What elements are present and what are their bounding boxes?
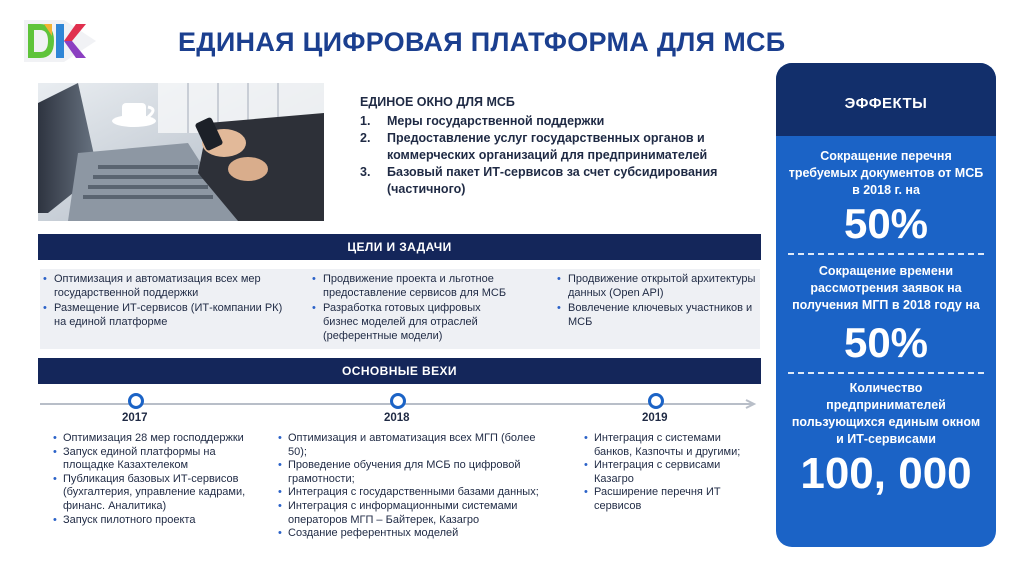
list-text: Базовый пакет ИТ-сервисов за счет субсидирования (частичного) <box>387 165 718 196</box>
goals-column-3 <box>556 272 756 330</box>
single-window-section <box>360 94 760 198</box>
page-title: ЕДИНАЯ ЦИФРОВАЯ ПЛАТФОРМА ДЛЯ МСБ <box>178 27 786 57</box>
goals-column-2 <box>311 272 517 344</box>
list-item: • Размещение ИТ-сервисов (ИТ-компании РК) на единой платформе <box>42 301 288 329</box>
list-item: • Создание референтных моделей <box>277 527 539 541</box>
list-item: • Интеграция с информационными системами операторов МГП – Байтерек, Казагро <box>277 500 539 527</box>
list-number: 2. <box>360 131 371 145</box>
list-item: • Расширение перечня ИТ сервисов <box>583 486 749 513</box>
effect-2-value: 50% <box>843 319 929 366</box>
list-item: • Продвижение проекта и льготное предоставление сервисов для МСБ <box>311 272 517 300</box>
list-item: • Интеграция с сервисами Казагро <box>583 459 749 486</box>
year-label-2018: 2018 <box>384 412 410 424</box>
year-label-2017: 2017 <box>122 412 148 424</box>
list-text: Меры государственной поддержки <box>387 114 605 128</box>
effect-2-text: Сокращение времени рассмотрения заявок на получения МГП в 2018 году на <box>792 264 980 312</box>
business-laptop-photo-icon <box>38 83 324 221</box>
milestones-header-bar: ОСНОВНЫЕ ВЕХИ <box>38 358 761 384</box>
timeline-dot-2017-icon <box>127 392 145 410</box>
list-item: • Вовлечение ключевых участников и МСБ <box>556 301 756 329</box>
list-item <box>360 164 760 198</box>
list-item: • Продвижение открытой архитектуры данных (Open API) <box>556 272 756 300</box>
single-window-list <box>360 113 760 198</box>
effect-1-text: Сокращение перечня требуемых документов от МСБ в 2018 г. на <box>788 149 984 197</box>
single-window-heading: ЕДИНОЕ ОКНО ДЛЯ МСБ <box>360 95 515 109</box>
list-item: • Проведение обучения для МСБ по цифровой грамотности; <box>277 459 539 486</box>
list-item: • Разработка готовых цифровых бизнес моделей для отраслей (референтные модели) <box>311 301 517 343</box>
effects-divider <box>788 253 984 255</box>
list-item: • Оптимизация и автоматизация всех МГП (более 50); <box>277 432 539 459</box>
list-number: 3. <box>360 165 371 179</box>
list-item <box>360 130 760 164</box>
list-item: • Оптимизация 28 мер господдержки <box>52 432 266 446</box>
goals-header-bar: ЦЕЛИ И ЗАДАЧИ <box>38 234 761 260</box>
effect-3-value: 100, 000 <box>800 449 972 498</box>
list-item: • Оптимизация и автоматизация всех мер государственной поддержки <box>42 272 288 300</box>
effects-heading: ЭФФЕКТЫ <box>776 63 996 136</box>
milestones-2018-list <box>277 432 539 541</box>
milestones-2019-list <box>583 432 749 514</box>
effects-panel <box>776 63 996 547</box>
list-item: • Интеграция с системами банков, Казпочты и другими; <box>583 432 749 459</box>
year-label-2019: 2019 <box>642 412 668 424</box>
effect-3-text: Количество предпринимателей пользующихся единым окном и ИТ-сервисами <box>791 381 981 446</box>
goals-column-1 <box>42 272 288 330</box>
effect-1-value: 50% <box>843 200 929 247</box>
list-text: Предоставление услуг государственных органов и коммерческих организаций для предпринимателей <box>387 131 708 162</box>
dk-logo-icon <box>18 14 100 68</box>
effects-divider <box>788 372 984 374</box>
timeline-dot-2019-icon <box>647 392 665 410</box>
list-item: • Запуск единой платформы на площадке Казахтелеком <box>52 446 266 473</box>
list-item <box>360 113 760 130</box>
list-item: • Публикация базовых ИТ-сервисов (бухгалтерия, управление кадрами, финанс. Аналитика) <box>52 473 266 514</box>
list-item: • Запуск пилотного проекта <box>52 514 266 528</box>
list-number: 1. <box>360 114 371 128</box>
timeline-dot-2018-icon <box>389 392 407 410</box>
milestones-2017-list <box>52 432 266 527</box>
list-item: • Интеграция с государственными базами данных; <box>277 486 539 500</box>
